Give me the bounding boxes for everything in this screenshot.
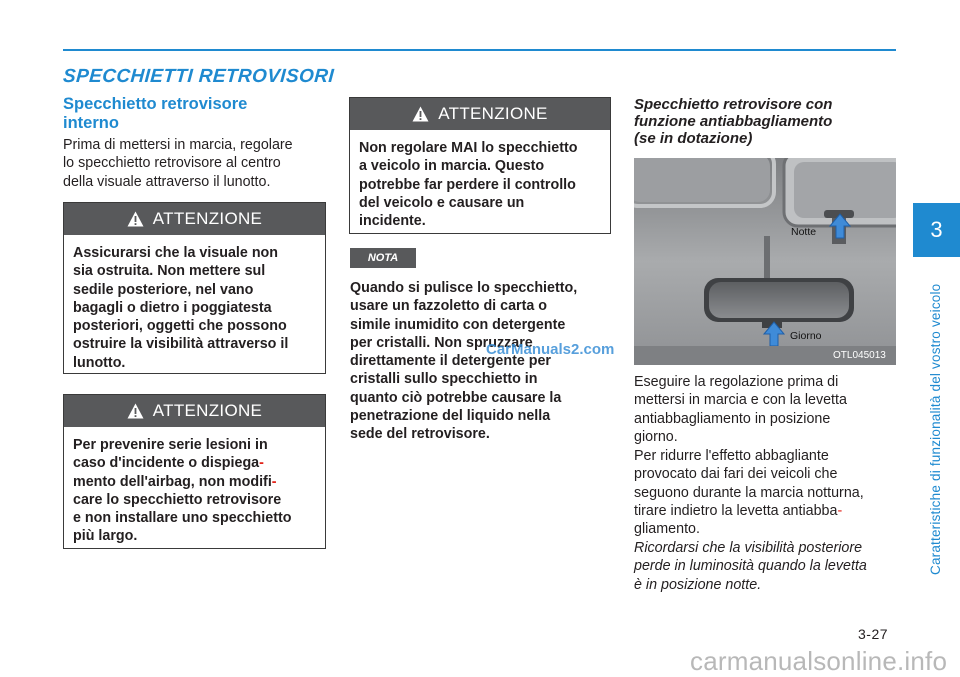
text-line: sede del retrovisore.	[350, 426, 490, 443]
warning-header	[350, 98, 610, 130]
text-line: è in posizione notte.	[634, 576, 762, 593]
text-line: più largo.	[73, 528, 138, 545]
text-line: bagagli o dietro i poggiatesta	[73, 299, 272, 316]
nota-paragraph	[350, 279, 611, 444]
text-line: Assicurarsi che la visuale non	[73, 245, 279, 261]
warning-header	[64, 203, 325, 235]
paragraph-visibility-note	[634, 539, 896, 594]
text-line: ostruire la visibilità attraverso il	[73, 336, 289, 353]
text-line: care lo specchietto retrovisore	[73, 491, 282, 508]
text-line: sia ostruita. Non mettere sul	[73, 263, 266, 280]
text-line: Per prevenire serie lesioni in	[73, 437, 268, 453]
subtitle-line: Specchietto retrovisore	[63, 95, 248, 113]
paragraph-night-position	[634, 447, 896, 538]
text-line: potrebbe far perdere il controllo	[359, 176, 576, 193]
giorno-label: Giorno	[790, 330, 822, 342]
text-fragment: mento dell'airbag, non modifi	[73, 473, 272, 490]
title-line: funzione antiabbagliamento	[634, 113, 833, 130]
text-line	[73, 454, 316, 472]
title-line: (se in dotazione)	[634, 130, 753, 147]
text-line: simile inumidito con detergente	[350, 316, 566, 333]
text-line: giorno.	[634, 428, 678, 445]
warning-heading: ATTENZIONE	[152, 209, 263, 228]
subsection-title	[63, 95, 333, 133]
text-line: cristalli sullo specchietto in	[350, 371, 538, 388]
text-line: Ricordarsi che la visibilità posteriore	[634, 540, 863, 556]
text-line: perde in luminosità quando la levetta	[634, 558, 867, 575]
text-line: mettersi in marcia e con la levetta	[634, 392, 847, 409]
text-line	[73, 473, 316, 491]
text-line: lunotto.	[73, 354, 126, 371]
text-line: lo specchietto retrovisore al centro	[63, 155, 281, 172]
text-line: e non installare uno specchietto	[73, 510, 292, 527]
hyphen: -	[271, 473, 277, 490]
warning-text	[64, 427, 325, 555]
text-line: sedile posteriore, nel vano	[73, 281, 254, 298]
nota-badge: NOTA	[350, 248, 416, 268]
mirror-illustration	[634, 158, 896, 365]
paragraph-day-position	[634, 373, 896, 446]
text-line: penetrazione del liquido nella	[350, 408, 551, 425]
text-line: incidente.	[359, 213, 426, 230]
text-line: quanto ciò potrebbe causare la	[350, 389, 562, 406]
chapter-title-vertical	[922, 255, 952, 575]
text-fragment: caso d'incidente o dispiega	[73, 455, 260, 472]
chapter-tab[interactable]: 3	[913, 203, 960, 257]
warning-heading: ATTENZIONE	[152, 401, 263, 420]
chapter-title: Caratteristiche di funzionalità del vostro veicolo	[928, 283, 943, 575]
top-rule	[63, 49, 896, 51]
hyphen: -	[837, 502, 843, 519]
warning-heading: ATTENZIONE	[438, 104, 548, 123]
text-line: usare un fazzoletto di carta o	[350, 298, 548, 315]
figure-code: OTL045013	[833, 350, 886, 361]
text-line: Prima di mettersi in marcia, regolare	[63, 137, 293, 153]
text-fragment: tirare indietro la levetta antiabba	[634, 502, 838, 519]
watermark-overlay: CarManuals2.com	[486, 341, 615, 358]
warning-triangle-icon	[127, 211, 144, 227]
warning-header	[64, 395, 325, 427]
hyphen: -	[259, 455, 264, 472]
footer-watermark: carmanualsonline.info	[690, 646, 948, 676]
text-line: Quando si pulisce lo specchietto,	[350, 280, 578, 296]
intro-paragraph	[63, 136, 325, 191]
text-line: direttamente il detergente per	[350, 353, 552, 370]
warning-box-airbag	[63, 394, 326, 549]
text-line	[634, 502, 896, 520]
warning-box-driving	[349, 97, 611, 234]
page-number: 3-27	[858, 626, 889, 642]
text-line: per cristalli. Non spruzzare	[350, 334, 533, 351]
title-line: Specchietto retrovisore con	[634, 96, 833, 113]
text-line: a veicolo in marcia. Questo	[359, 158, 545, 175]
mirror-photo	[634, 158, 896, 365]
text-line: seguono durante la marcia notturna,	[634, 484, 864, 501]
subtitle-line: interno	[63, 114, 119, 132]
text-line: Non regolare MAI lo specchietto	[359, 140, 578, 156]
text-line: Eseguire la regolazione prima di	[634, 374, 839, 390]
text-line: antiabbagliamento in posizione	[634, 410, 831, 427]
section-title: SPECCHIETTI RETROVISORI	[62, 66, 335, 87]
text-line: provocato dai fari dei veicoli che	[634, 466, 838, 483]
text-line: del veicolo e causare un	[359, 194, 525, 211]
warning-triangle-icon	[412, 106, 429, 122]
text-line: gliamento.	[634, 521, 700, 538]
notte-label: Notte	[791, 226, 817, 238]
text-line: Per ridurre l'effetto abbagliante	[634, 448, 829, 464]
warning-triangle-icon	[127, 403, 144, 419]
warning-text	[350, 130, 610, 239]
warning-text	[64, 235, 325, 381]
text-line: posteriori, oggetti che possono	[73, 318, 287, 335]
antiglare-title	[634, 96, 896, 147]
warning-box-visibility	[63, 202, 326, 374]
text-line: della visuale attraverso il lunotto.	[63, 173, 271, 190]
